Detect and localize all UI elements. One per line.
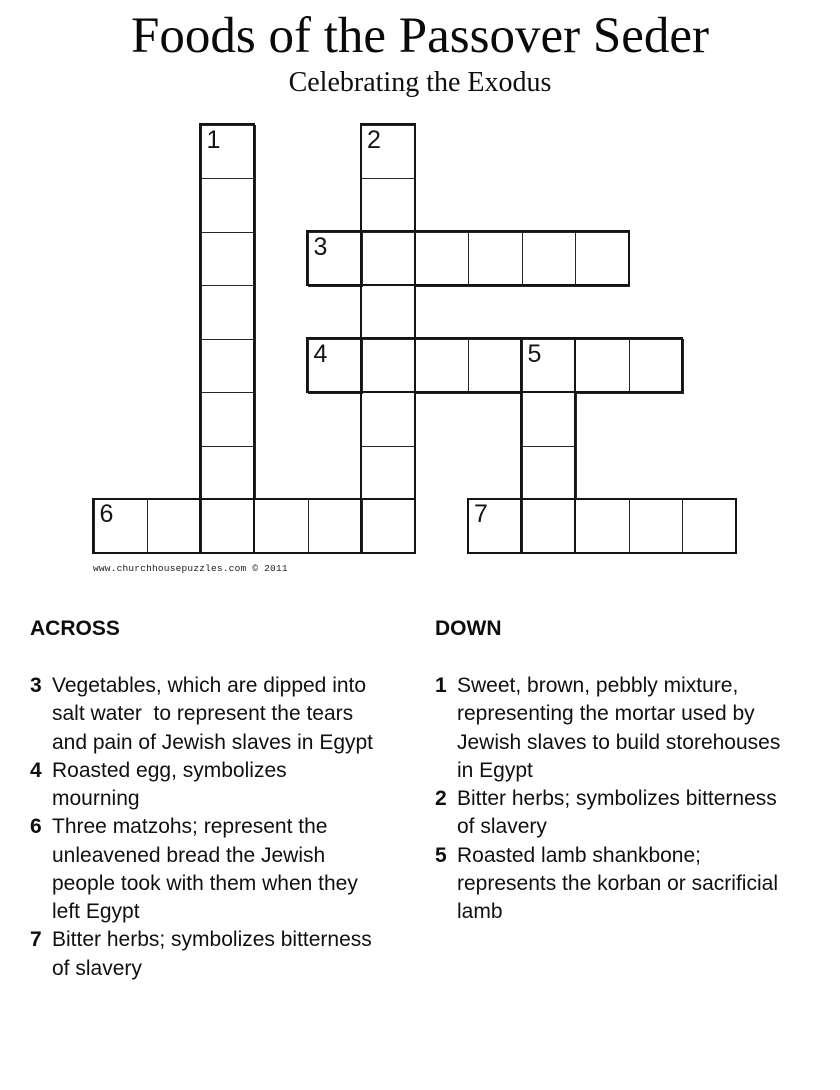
- grid-cell[interactable]: [361, 392, 416, 447]
- across-section-header: ACROSS: [30, 617, 120, 640]
- clue-line: people took with them when they: [52, 871, 358, 895]
- clue-down-5: [435, 842, 780, 927]
- clue-number: 2: [435, 787, 447, 810]
- clue-down-1: [435, 672, 780, 785]
- clue-line: left Egypt: [52, 900, 140, 923]
- grid-cell[interactable]: [201, 339, 256, 394]
- grid-cell[interactable]: [201, 178, 256, 233]
- grid-cell[interactable]: [415, 232, 470, 287]
- cell-number: 5: [527, 339, 542, 368]
- grid-cell[interactable]: [522, 392, 577, 447]
- grid-cell[interactable]: [415, 339, 470, 394]
- clue-line: representing the mortar used by: [457, 702, 755, 726]
- clue-across-4: [30, 757, 373, 814]
- clue-text: [52, 672, 373, 757]
- clue-number: 3: [30, 674, 42, 697]
- clue-line: Bitter herbs; symbolizes bitterness: [52, 928, 372, 952]
- cell-number: 1: [206, 125, 221, 154]
- clue-line: Jewish slaves to build storehouses: [457, 730, 781, 754]
- grid-cell[interactable]: [361, 339, 416, 394]
- clue-line: of slavery: [52, 956, 142, 980]
- grid-cell[interactable]: [254, 499, 309, 554]
- grid-cell[interactable]: [575, 232, 630, 287]
- grid-cell[interactable]: [682, 499, 737, 554]
- grid-cell[interactable]: [522, 446, 577, 501]
- clue-across-7: [30, 926, 373, 983]
- grid-cell-2[interactable]: [361, 125, 416, 180]
- clue-line: mourning: [52, 787, 140, 810]
- clue-number: 7: [30, 928, 42, 952]
- clue-line: represents the korban or sacrificial: [457, 871, 778, 895]
- clue-line: lamb: [457, 900, 503, 923]
- grid-cell[interactable]: [201, 232, 256, 287]
- grid-cell[interactable]: [522, 499, 577, 554]
- attribution-copyright: www.churchhousepuzzles.com © 2011: [93, 563, 288, 574]
- clue-line: Three matzohs; represent the: [52, 815, 328, 839]
- across-clue-list: [30, 672, 373, 983]
- grid-cell-1[interactable]: [201, 125, 256, 180]
- page-subtitle: Celebrating the Exodus: [288, 67, 552, 98]
- cell-number: 2: [367, 125, 381, 154]
- grid-cell[interactable]: [147, 499, 202, 554]
- grid-cell-6[interactable]: [94, 499, 149, 554]
- clue-line: Sweet, brown, pebbly mixture,: [457, 674, 739, 697]
- cell-number: 6: [99, 500, 114, 528]
- clue-number: 6: [30, 815, 42, 839]
- cell-number: 4: [313, 339, 328, 368]
- clue-text: [457, 842, 778, 927]
- grid-cell-4[interactable]: [308, 339, 363, 394]
- grid-cell[interactable]: [201, 392, 256, 447]
- clue-down-2: [435, 785, 780, 842]
- clue-text: [52, 757, 287, 814]
- grid-cell[interactable]: [361, 178, 416, 233]
- clue-across-6: [30, 813, 373, 926]
- grid-cell[interactable]: [629, 339, 684, 394]
- grid-cell[interactable]: [629, 499, 684, 554]
- grid-cell[interactable]: [361, 499, 416, 554]
- grid-cell[interactable]: [361, 285, 416, 340]
- clue-line: unleavened bread the Jewish: [52, 843, 326, 867]
- clue-line: of slavery: [457, 815, 547, 839]
- grid-cell-3[interactable]: [308, 232, 363, 287]
- page-title: Foods of the Passover Seder: [131, 8, 709, 64]
- cell-number: 3: [313, 232, 328, 261]
- clue-line: Vegetables, which are dipped into: [52, 674, 367, 697]
- clue-number: 5: [435, 843, 447, 867]
- clue-line: salt water to represent the tears: [52, 702, 354, 726]
- grid-cell[interactable]: [575, 499, 630, 554]
- grid-cell[interactable]: [361, 232, 416, 287]
- grid-cell[interactable]: [308, 499, 363, 554]
- grid-cell[interactable]: [522, 232, 577, 287]
- grid-cell[interactable]: [468, 232, 523, 287]
- clue-across-3: [30, 672, 373, 757]
- grid-cell[interactable]: [361, 446, 416, 501]
- clue-line: Roasted egg, symbolizes: [52, 758, 287, 782]
- grid-cell[interactable]: [468, 339, 523, 394]
- clue-line: Roasted lamb shankbone;: [457, 843, 701, 867]
- clue-line: and pain of Jewish slaves in Egypt: [52, 730, 374, 754]
- cell-number: 7: [474, 500, 488, 528]
- down-section-header: DOWN: [435, 617, 502, 640]
- down-clue-list: [435, 672, 780, 926]
- grid-cell-7[interactable]: [468, 499, 523, 554]
- clue-number: 1: [435, 674, 447, 697]
- clue-text: [52, 813, 358, 926]
- clue-text: [457, 785, 777, 842]
- grid-cell[interactable]: [201, 499, 256, 554]
- clue-number: 4: [30, 758, 42, 782]
- grid-cell-5[interactable]: [522, 339, 577, 394]
- clue-line: Bitter herbs; symbolizes bitterness: [457, 787, 777, 810]
- clue-line: in Egypt: [457, 758, 533, 782]
- grid-cell[interactable]: [575, 339, 630, 394]
- grid-cell[interactable]: [201, 285, 256, 340]
- grid-cell[interactable]: [201, 446, 256, 501]
- clue-text: [52, 926, 372, 983]
- clue-text: [457, 672, 780, 785]
